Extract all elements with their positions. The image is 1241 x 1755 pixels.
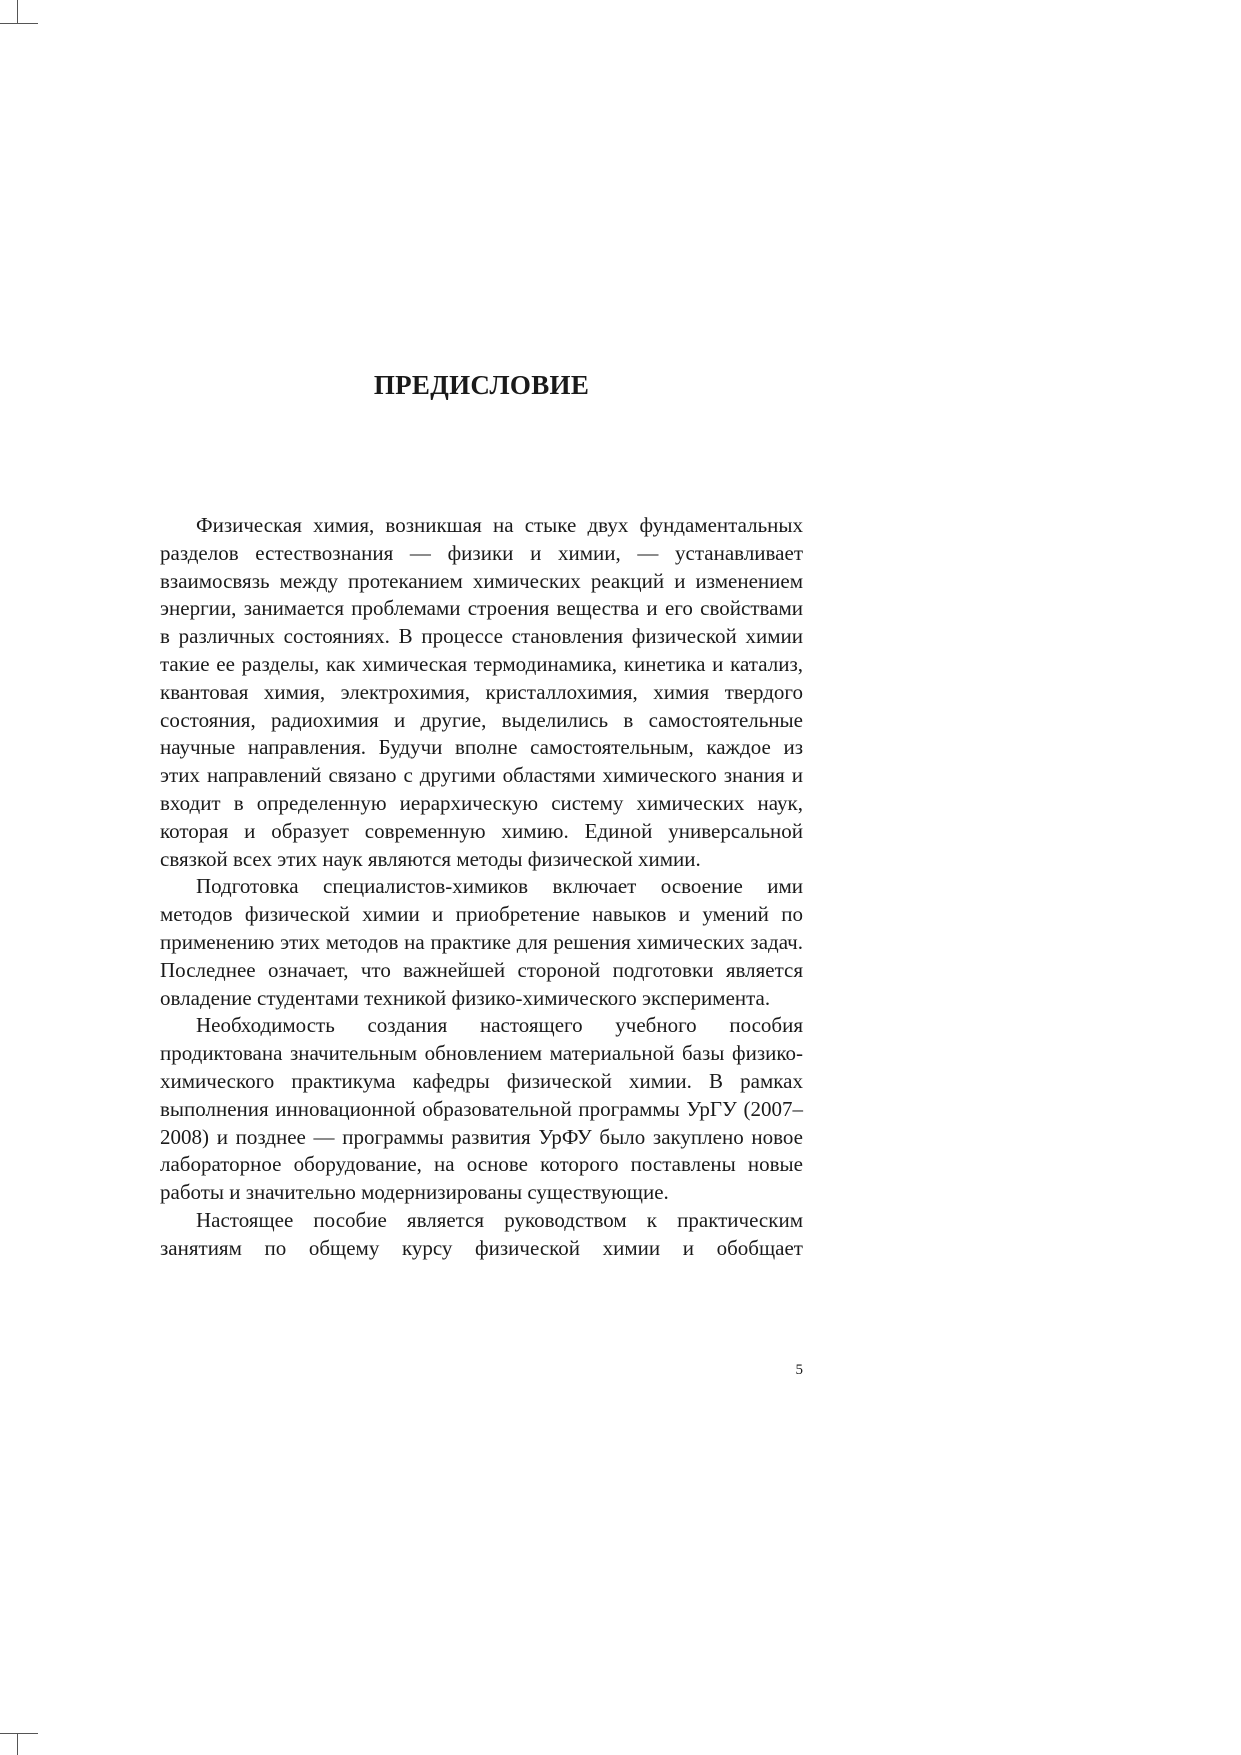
paragraph-1: Физическая химия, возникшая на стыке двух фундаментальных разделов естествознания — физики и химии, — устанавливает взаимосвязь между протеканием химических реакций и изменением энергии, занимается проблемами строения вещества и его свойствами в различных состояниях. В процессе становления физической химии такие ее разделы, как химическая термодинамика, кинетика и катализ, квантовая химия, электрохимия, кристаллохимия, химия твердого состояния, радиохимия и другие, выделились в самостоятельные научные направления. Будучи вполне самостоятельным, каждое из этих направлений связано с другими областями химического знания и входит в определенную иерархическую систему химических наук, которая и образует современную химию. Единой универсальной связкой всех этих наук являются методы физической химии. xyxy=(160,513,803,871)
paragraph-4: Настоящее пособие является руководством к практическим занятиям по общему курсу физической химии и обобщает xyxy=(160,1207,803,1260)
page-title: ПРЕДИСЛОВИЕ xyxy=(373,370,590,400)
paragraph-3: Необходимость создания настоящего учебного пособия продиктована значительным обновлением материальной базы физико-химического практикума кафедры физической химии. В рамках выполнения инновационной образовательной программы УрГУ (2007–2008) и позднее — программы развития УрФУ было закуплено новое лабораторное оборудование, на основе которого поставлены новые работы и значительно модернизированы существующие. xyxy=(160,1013,803,1205)
crop-mark-top-left-vertical xyxy=(17,0,18,24)
paragraph-2: Подготовка специалистов-химиков включает освоение ими методов физической химии и приобретение навыков и умений по применению этих методов на практике для решения химических задач. Последнее означает, что важнейшей стороной подготовки является овладение студентами техникой физико-химического эксперимента. xyxy=(160,874,803,1010)
page-number: 5 xyxy=(795,1362,803,1378)
crop-mark-bottom-left-horizontal xyxy=(0,1733,38,1734)
body-text xyxy=(160,512,803,1263)
crop-mark-bottom-left-vertical xyxy=(17,1733,18,1755)
crop-mark-top-left-horizontal xyxy=(0,23,38,24)
